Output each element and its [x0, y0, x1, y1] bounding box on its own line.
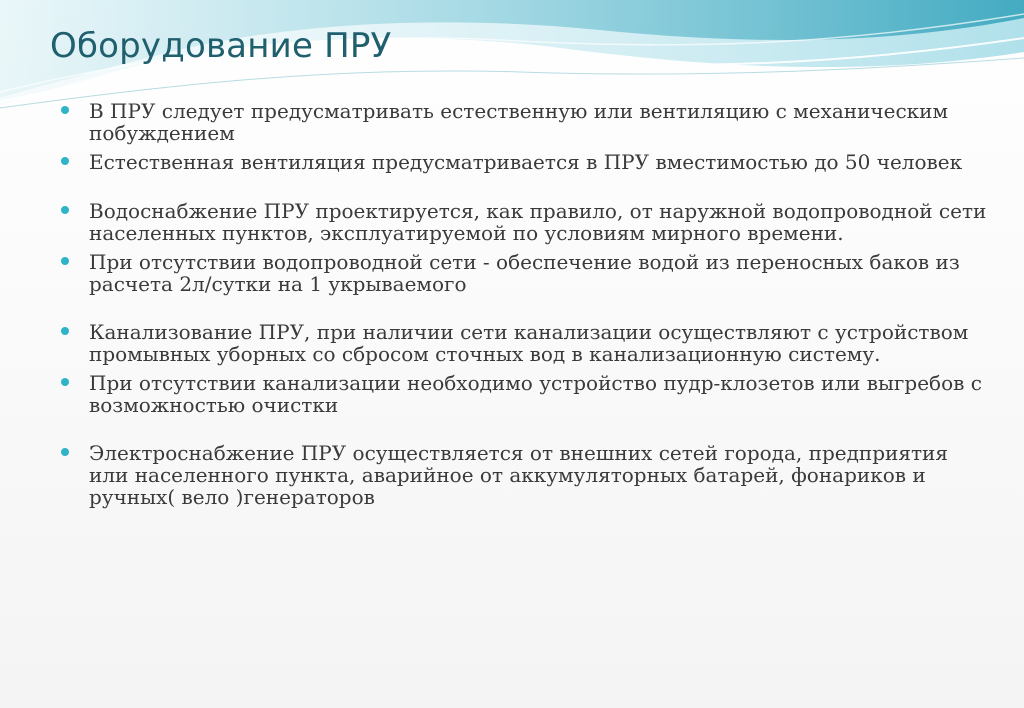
- bullet-text: При отсутствии канализации необходимо устройство пудр-клозетов или выгребов с возможностью очистки: [89, 371, 982, 417]
- bullet-dot-icon: [61, 448, 69, 456]
- bullet-dot-icon: [61, 257, 69, 265]
- bullet-dot-icon: [61, 106, 69, 114]
- bullet-text: Естественная вентиляция предусматривается в ПРУ вместимостью до 50 человек: [89, 150, 963, 174]
- bullet-text: В ПРУ следует предусматривать естественную или вентиляцию с механическим побуждением: [89, 99, 949, 145]
- bullet-item: [60, 100, 990, 144]
- bullet-item: [60, 372, 990, 416]
- bullet-dot-icon: [61, 327, 69, 335]
- slide-title: Оборудование ПРУ: [50, 26, 392, 66]
- bullet-item: [60, 321, 990, 365]
- bullet-list: [60, 100, 990, 508]
- bullet-item: [60, 442, 990, 508]
- bullet-text: При отсутствии водопроводной сети - обеспечение водой из переносных баков из расчета 2л/сутки на 1 укрываемого: [89, 250, 960, 296]
- bullet-item: [60, 151, 990, 173]
- bullet-text: Канализование ПРУ, при наличии сети канализации осуществляют с устройством промывных уборных со сбросом сточных вод в канализационную систему.: [89, 320, 969, 366]
- bullet-text: Электроснабжение ПРУ осуществляется от внешних сетей города, предприятия или населенного пункта, аварийное от аккумуляторных батарей, фонариков и ручных( вело )генераторов: [89, 441, 949, 509]
- bullet-item: [60, 200, 990, 244]
- bullet-dot-icon: [61, 157, 69, 165]
- bullet-text: Водоснабжение ПРУ проектируется, как правило, от наружной водопроводной сети населенных пунктов, эксплуатируемой по условиям мирного времени.: [89, 199, 987, 245]
- bullet-dot-icon: [61, 378, 69, 386]
- bullet-dot-icon: [61, 206, 69, 214]
- bullet-item: [60, 251, 990, 295]
